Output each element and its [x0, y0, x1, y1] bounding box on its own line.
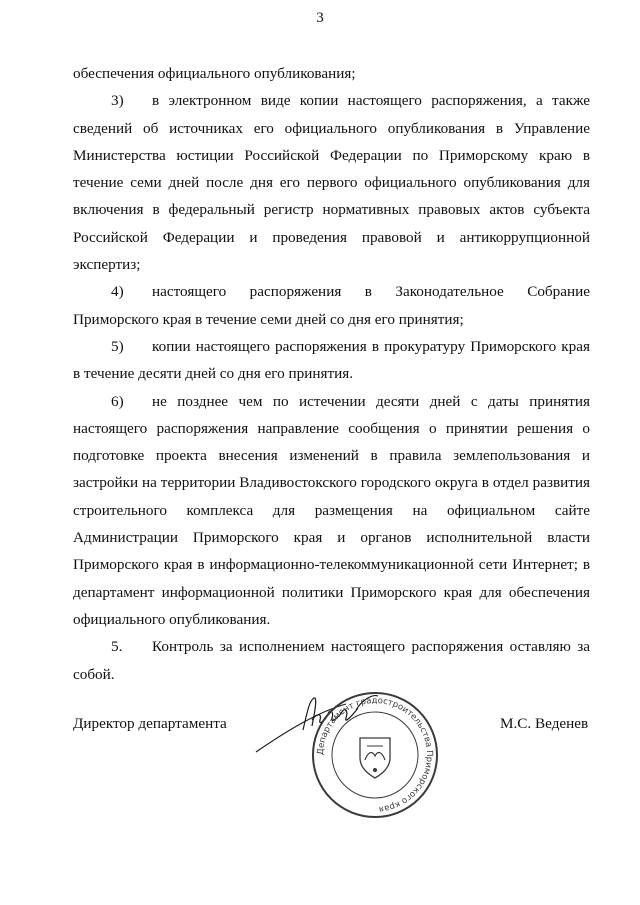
list-item-3 [73, 87, 590, 278]
list-item-number: 5) [111, 337, 124, 355]
page-number: 3 [316, 10, 324, 26]
paragraph-continuation [73, 60, 590, 87]
clause-number: 5. [111, 638, 123, 656]
paragraph-text: обеспечения официального опубликования; [73, 65, 356, 82]
list-item-number: 4) [111, 283, 124, 301]
document-body [73, 60, 590, 688]
signatory-name: М.С. Веденев [500, 715, 589, 732]
list-item-number: 3) [111, 92, 124, 110]
list-item-6 [73, 388, 590, 634]
list-item-text: копии настоящего распоряжения в прокуратуру Приморского края в течение десяти дней со дня его принятия. [73, 337, 590, 383]
list-item-number: 6) [111, 392, 124, 410]
list-item-4 [73, 278, 590, 333]
list-item-text: настоящего распоряжения в Законодательное Собрание Приморского края в течение семи дней со дня его принятия; [73, 283, 590, 328]
signatory-title: Директор департамента [73, 715, 227, 732]
list-item-text: в электронном виде копии настоящего распоряжения, а также сведений об источниках его официального опубликования в Управление Министерства юстиции Российской Федерации по Приморскому краю в течение семи дней после дня его первого официального опубликования для включения в федеральный регистр нормативных правовых актов субъекта Российской Федерации и проведения правовой и антикоррупционной экспертиз; [73, 92, 590, 274]
official-seal-icon [310, 690, 440, 820]
clause-text: Контроль за исполнением настоящего распоряжения оставляю за собой. [73, 638, 590, 683]
seal-text: Департамент градостроительства Приморского края [315, 695, 435, 814]
clause-5 [73, 633, 590, 688]
list-item-text: не позднее чем по истечении десяти дней с даты принятия настоящего распоряжения направление сообщения о принятии решения о подготовке проекта внесения изменений в правила землепользования и застройки на территории Владивостокского городского округа в отдел развития строительного комплекса для размещения на официальном сайте Администрации Приморского края и органов исполнительной власти Приморского края в информационно-телекоммуникационной сети Интернет; в департамент информационной политики Приморского края для обеспечения официального опубликования. [73, 392, 590, 628]
list-item-5 [73, 333, 590, 388]
